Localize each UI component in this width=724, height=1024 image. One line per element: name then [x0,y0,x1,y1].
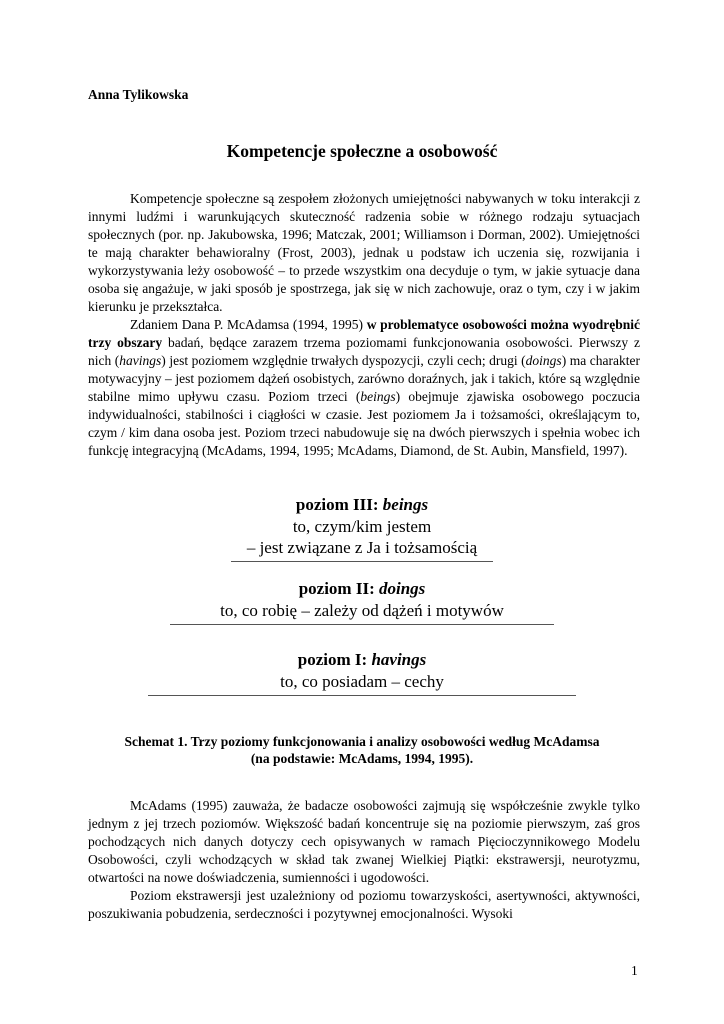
level-three-line-2: – jest związane z Ja i tożsamością [246,538,478,557]
paragraph-1: Kompetencje społeczne są zespołem złożonych umiejętności nabywanych w toku interakcji z innymi ludźmi i warunkujących skuteczność radzenia sobie w różnego rodzaju sytuacjach społecznych (por. np. Jakubowska, 1996; Matczak, 2001; Williamson i Dorman, 2002). Umiejętności te mają charakter behawioralny (Frost, 2003), jednak u podstaw ich uczenia się, rozwijania i wykorzystywania leży osobowość – to przede wszystkim ona decyduje o tym, w jakie sytuacje dana osoba się angażuje, w jaki sposób je spostrzega, jak się w nich zachowuje, oraz o tym, czy i w jakim kierunku je przekształca. [88,191,640,314]
level-two [0,578,724,625]
level-three-line-1: to, czym/kim jestem [292,517,432,536]
divider [148,695,576,696]
level-two-line-1: to, co robię – zależy od dążeń i motywów [220,601,504,620]
intro-section [88,190,640,460]
level-one-line-1: to, co posiadam – cechy [280,672,444,691]
figure-caption: Schemat 1. Trzy poziomy funkcjonowania i analizy osobowości według McAdamsa (na podstawie: McAdams, 1994, 1995). [124,734,600,766]
page-number: 1 [631,963,638,978]
discussion-section [88,797,640,923]
level-three-heading: poziom III: beings [295,495,429,514]
document-title: Kompetencje społeczne a osobowość [226,141,498,161]
level-one [0,649,724,696]
level-three [0,494,724,562]
level-two-heading: poziom II: doings [298,579,426,598]
paragraph-3: McAdams (1995) zauważa, że badacze osobowości zajmują się współcześnie zwykle tylko jednym z jej trzech poziomów. Większość badań koncentruje się na poziomie pierwszym, zaś gros pochodzących nich danych dotyczy cech opisywanych w ramach Pięcioczynnikowego Modelu Osobowości, czyli wchodzących w skład tak zwanej Wielkiej Piątki: ekstrawersji, neurotyzmu, otwartości na nowe doświadczenia, sumienności i ugodowości. [88,798,640,885]
divider [231,561,493,562]
author-name: Anna Tylikowska [88,87,189,102]
term-beings: beings [360,389,396,404]
term-doings: doings [525,353,562,368]
emphasis-text: w problematyce osobowości można wyodrębnić trzy obszary [88,317,641,350]
levels-diagram [0,494,724,696]
paragraph-4: Poziom ekstrawersji jest uzależniony od poziomu towarzyskości, asertywności, aktywności, poszukiwania pobudzenia, serdeczności i pozytywnej emocjonalności. Wysoki [88,888,640,921]
paragraph-2: Zdaniem Dana P. McAdamsa (1994, 1995) w problematyce osobowości można wyodrębnić trzy obszary badań, będące zarazem trzema poziomami funkcjonowania osobowości. Pierwszy z nich (havings) jest poziomem względnie trwałych dyspozycji, czyli cech; drugi (doings) ma charakter motywacyjny – jest poziomem dążeń osobistych, zarówno doraźnych, jak i takich, które są względnie stabilne mimo upływu czasu. Poziom trzeci (beings) obejmuje zjawiska osobowego poczucia indywidualności, stabilności i ciągłości w czasie. Jest poziomem Ja i tożsamości, określającym to, czym / kim dana osoba jest. Poziom trzeci nabudowuje się na dwóch pierwszych i spełnia wobec ich funkcję integracyjną (McAdams, 1994, 1995; McAdams, Diamond, de St. Aubin, Mansfield, 1997). [88,317,641,458]
level-one-heading: poziom I: havings [297,650,427,669]
divider [170,624,554,625]
term-havings: havings [119,353,162,368]
